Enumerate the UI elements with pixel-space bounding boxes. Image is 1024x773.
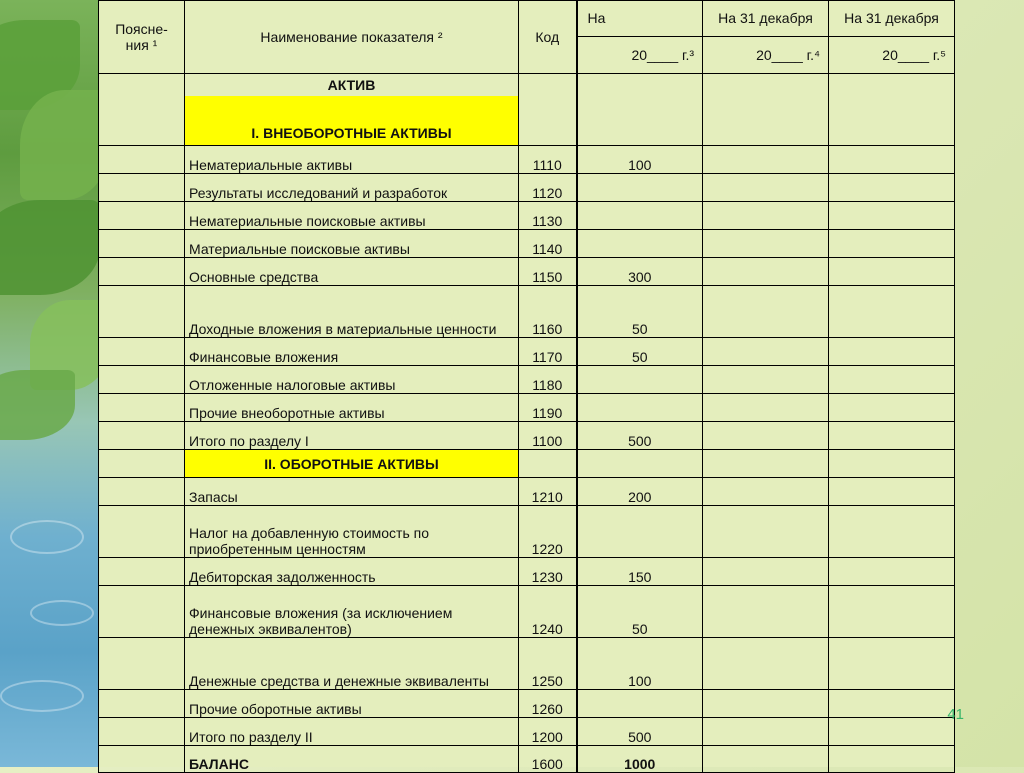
table-row: [99, 286, 955, 338]
period-c-value: [829, 422, 955, 450]
notes-cell: [99, 586, 185, 638]
period-a-value: 100: [577, 638, 703, 690]
period-a-value: [577, 366, 703, 394]
header-indicator-name: Наименование показателя ²: [185, 1, 519, 74]
period-c-value: [829, 690, 955, 718]
table-row: [99, 202, 955, 230]
notes-cell: [99, 422, 185, 450]
table-row: [99, 230, 955, 258]
period-c-value: [829, 174, 955, 202]
period-a-value: 100: [577, 146, 703, 174]
period-c-value: [829, 230, 955, 258]
indicator-code: 1210: [519, 478, 577, 506]
notes-cell: [99, 286, 185, 338]
table-row: [99, 638, 955, 690]
indicator-code: 1110: [519, 146, 577, 174]
notes-cell: [99, 718, 185, 746]
indicator-code: 1230: [519, 558, 577, 586]
table-row: [99, 718, 955, 746]
header-period-a-top: На: [578, 1, 703, 37]
table-row: [99, 338, 955, 366]
notes-cell: [99, 394, 185, 422]
header-period-b: [703, 1, 829, 74]
notes-cell: [99, 258, 185, 286]
notes-cell: [99, 506, 185, 558]
notes-cell: [99, 174, 185, 202]
period-c-value: [829, 338, 955, 366]
indicator-name: Финансовые вложения (за исключением денежных эквивалентов): [185, 586, 519, 638]
table-row: [99, 478, 955, 506]
period-c-value: [829, 258, 955, 286]
indicator-name: Итого по разделу I: [185, 422, 519, 450]
indicator-code: 1160: [519, 286, 577, 338]
indicator-name: Дебиторская задолженность: [185, 558, 519, 586]
period-c-value: [829, 286, 955, 338]
period-a-value: [577, 690, 703, 718]
period-c-value: [829, 394, 955, 422]
notes-cell: [99, 366, 185, 394]
indicator-code: 1260: [519, 690, 577, 718]
notes-cell: [99, 478, 185, 506]
notes-cell: [99, 146, 185, 174]
balance-label: БАЛАНС: [185, 746, 519, 773]
indicator-name: Денежные средства и денежные эквиваленты: [185, 638, 519, 690]
indicator-code: 1240: [519, 586, 577, 638]
period-b-value: [703, 338, 829, 366]
period-b-value: [703, 286, 829, 338]
notes-cell: [99, 690, 185, 718]
indicator-code: 1100: [519, 422, 577, 450]
period-b-value: [703, 422, 829, 450]
notes-cell: [99, 558, 185, 586]
period-a-value: 500: [577, 718, 703, 746]
indicator-name: Основные средства: [185, 258, 519, 286]
table-row: [99, 366, 955, 394]
table-row: [99, 146, 955, 174]
table-row: [99, 586, 955, 638]
indicator-name: Отложенные налоговые активы: [185, 366, 519, 394]
table-row: [99, 506, 955, 558]
section-2-heading: II. ОБОРОТНЫЕ АКТИВЫ: [185, 450, 519, 478]
indicator-code: 1250: [519, 638, 577, 690]
period-b-value: [703, 506, 829, 558]
period-c-value: [829, 638, 955, 690]
header-code: Код: [519, 1, 577, 74]
table-row: [99, 690, 955, 718]
indicator-name: Материальные поисковые активы: [185, 230, 519, 258]
indicator-code: 1200: [519, 718, 577, 746]
table-row: [99, 422, 955, 450]
period-c-value: [829, 586, 955, 638]
table-row: [99, 558, 955, 586]
indicator-name: Прочие внеоборотные активы: [185, 394, 519, 422]
indicator-code: 1150: [519, 258, 577, 286]
period-c-value: [829, 366, 955, 394]
period-a-value: [577, 230, 703, 258]
period-a-value: [577, 394, 703, 422]
period-c-value: [829, 718, 955, 746]
balance-value: 1000: [577, 746, 703, 773]
period-a-value: [577, 202, 703, 230]
balance-code: 1600: [519, 746, 577, 773]
period-b-value: [703, 230, 829, 258]
notes-cell: [99, 230, 185, 258]
indicator-code: 1180: [519, 366, 577, 394]
indicator-name: Доходные вложения в материальные ценности: [185, 286, 519, 338]
table-row: [99, 258, 955, 286]
header-period-a-bottom: 20____ г.³: [631, 47, 694, 63]
header-period-b-top: На 31 декабря: [703, 1, 828, 37]
period-b-value: [703, 478, 829, 506]
indicator-code: 1130: [519, 202, 577, 230]
period-a-value: 200: [577, 478, 703, 506]
period-b-value: [703, 558, 829, 586]
table-row: [99, 394, 955, 422]
indicator-code: 1220: [519, 506, 577, 558]
period-a-value: 150: [577, 558, 703, 586]
balance-sheet-table: [98, 0, 954, 772]
indicator-code: 1120: [519, 174, 577, 202]
header-period-c-bottom: 20____ г.⁵: [882, 47, 946, 63]
period-b-value: [703, 718, 829, 746]
period-b-value: [703, 366, 829, 394]
indicator-name: Прочие оборотные активы: [185, 690, 519, 718]
indicator-name: Запасы: [185, 478, 519, 506]
indicator-code: 1140: [519, 230, 577, 258]
indicator-name: Налог на добавленную стоимость по приобретенным ценностям: [185, 506, 519, 558]
notes-cell: [99, 638, 185, 690]
period-a-value: [577, 174, 703, 202]
indicator-name: Нематериальные активы: [185, 146, 519, 174]
header-notes: Поясне- ния ¹: [99, 1, 185, 74]
period-b-value: [703, 638, 829, 690]
table-row: [99, 174, 955, 202]
page-number: 41: [947, 706, 964, 723]
period-a-value: [577, 506, 703, 558]
period-c-value: [829, 478, 955, 506]
period-c-value: [829, 146, 955, 174]
header-period-c-top: На 31 декабря: [829, 1, 954, 37]
period-a-value: 50: [577, 286, 703, 338]
header-period-a: [577, 1, 703, 74]
indicator-name: Итого по разделу II: [185, 718, 519, 746]
period-b-value: [703, 202, 829, 230]
indicator-name: Финансовые вложения: [185, 338, 519, 366]
decorative-background-image: [0, 0, 100, 767]
header-period-b-bottom: 20____ г.⁴: [756, 47, 820, 63]
indicator-code: 1170: [519, 338, 577, 366]
notes-cell: [99, 338, 185, 366]
period-b-value: [703, 690, 829, 718]
period-b-value: [703, 146, 829, 174]
period-b-value: [703, 258, 829, 286]
period-c-value: [829, 558, 955, 586]
period-b-value: [703, 394, 829, 422]
section-1-heading: I. ВНЕОБОРОТНЫЕ АКТИВЫ: [185, 96, 519, 146]
period-a-value: 300: [577, 258, 703, 286]
notes-cell: [99, 202, 185, 230]
period-b-value: [703, 586, 829, 638]
period-a-value: 50: [577, 338, 703, 366]
indicator-name: Нематериальные поисковые активы: [185, 202, 519, 230]
header-period-c: [829, 1, 955, 74]
period-c-value: [829, 202, 955, 230]
indicator-name: Результаты исследований и разработок: [185, 174, 519, 202]
period-c-value: [829, 506, 955, 558]
asset-heading: АКТИВ: [185, 74, 519, 96]
indicator-code: 1190: [519, 394, 577, 422]
period-b-value: [703, 174, 829, 202]
period-a-value: 50: [577, 586, 703, 638]
period-a-value: 500: [577, 422, 703, 450]
